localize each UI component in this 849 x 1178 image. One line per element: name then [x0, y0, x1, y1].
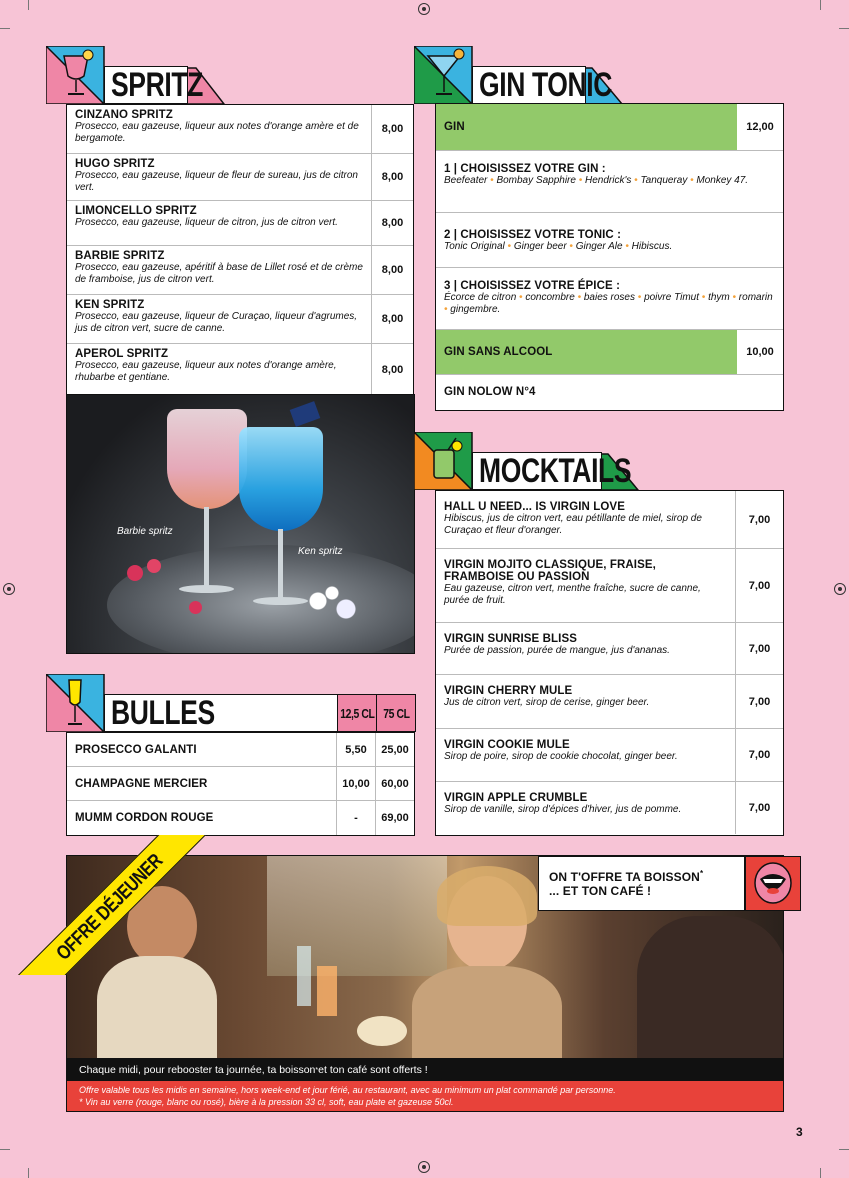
option: Ginger beer: [513, 241, 567, 252]
registration-mark-icon: [834, 583, 846, 595]
gin-header: [414, 46, 624, 104]
registration-mark-icon: [418, 3, 430, 15]
separator-dot-icon: •: [574, 292, 584, 303]
friend-person: [637, 916, 784, 1059]
item-price: 8,00: [381, 264, 404, 276]
step3-title: 3 | CHOISISSEZ VOTRE ÉPICE :: [444, 280, 620, 292]
item-desc: Prosecco, eau gazeuse, liqueur aux notes d'orange amère et de bergamote.: [75, 121, 359, 144]
item-price: 7,00: [748, 579, 771, 592]
option: Ginger Ale: [575, 241, 623, 252]
separator-dot-icon: •: [729, 292, 739, 303]
spritz-item: [67, 295, 413, 344]
separator-dot-icon: •: [622, 241, 632, 252]
option: thym: [708, 292, 730, 303]
item-name: CINZANO SPRITZ: [75, 109, 173, 121]
mouth-icon: [745, 856, 801, 911]
item-name: VIRGIN APPLE CRUMBLE: [444, 792, 588, 804]
mocktail-item: [436, 729, 783, 782]
item-price-large: 25,00: [381, 743, 409, 756]
barbie-spritz-label: Barbie spritz: [117, 526, 173, 537]
step1-options: [444, 175, 775, 187]
option: baies roses: [583, 292, 635, 303]
item-price-small: 5,50: [345, 743, 367, 756]
cocktail-glass-icon: [56, 48, 96, 98]
item-name: VIRGIN SUNRISE BLISS: [444, 633, 577, 645]
option: Hendrick's: [585, 175, 632, 186]
mocktail-item: [436, 549, 783, 623]
separator-dot-icon: •: [631, 175, 641, 186]
gin-title: GIN TONIC: [479, 65, 613, 104]
option: gingembre.: [450, 304, 501, 315]
champagne-flute-icon: [56, 676, 96, 730]
ice-cubes: [297, 585, 367, 625]
separator-dot-icon: •: [504, 241, 514, 252]
item-desc: Prosecco, eau gazeuse, liqueur de Curaçao, liqueur d'agrumes, jus de citron vert, sucre de canne.: [75, 311, 358, 334]
item-desc: Purée de passion, purée de mangue, jus d'ananas.: [444, 645, 670, 656]
offre-headline-1: ON T'OFFRE TA BOISSON: [549, 870, 700, 884]
bulles-list: [66, 732, 415, 836]
item-price-small: -: [354, 812, 358, 824]
item-price-large: 60,00: [381, 777, 409, 790]
spritz-item: [67, 344, 413, 395]
crop-mark: [0, 1149, 10, 1150]
flag-pick: [290, 401, 321, 427]
bulles-item: [67, 801, 414, 835]
item-price: 8,00: [381, 363, 404, 376]
option: Écorce de citron: [444, 292, 517, 303]
gin-list: [435, 103, 784, 411]
spritz-photo: [66, 394, 415, 654]
offre-headline-2: ... ET TON CAFÉ !: [549, 884, 652, 898]
step3-options: [444, 292, 775, 316]
mocktail-item: [436, 675, 783, 729]
gin-sans-alcool-row: [436, 330, 783, 375]
separator-dot-icon: •: [487, 175, 497, 186]
bulles-col2-header: 75 CL: [376, 695, 415, 731]
item-name: KEN SPRITZ: [75, 299, 145, 311]
barbie-spritz-glass: [167, 409, 247, 509]
item-desc: Prosecco, eau gazeuse, liqueur de citron, jus de citron vert.: [75, 217, 338, 228]
item-price: 7,00: [748, 642, 771, 655]
item-price-small: 10,00: [342, 777, 370, 790]
offre-legal: [66, 1081, 784, 1112]
mocktail-item: [436, 623, 783, 675]
mocktail-item: [436, 782, 783, 834]
raspberries: [127, 565, 143, 581]
registration-mark-icon: [418, 1161, 430, 1173]
option: Bombay Sapphire: [496, 175, 576, 186]
separator-dot-icon: •: [575, 175, 585, 186]
item-name: HALL U NEED... IS VIRGIN LOVE: [444, 501, 625, 513]
registration-mark-icon: [3, 583, 15, 595]
mocktails-header: [414, 432, 640, 490]
item-desc: Jus de citron vert, sirop de cerise, ginger beer.: [444, 697, 650, 708]
spritz-title: SPRITZ: [111, 65, 203, 104]
item-price: 8,00: [381, 217, 404, 229]
mocktails-list: [435, 490, 784, 836]
bulles-col1-header: 12,5 CL: [337, 695, 376, 731]
option: Hibiscus.: [631, 241, 673, 252]
step1-title: 1 | CHOISISSEZ VOTRE GIN :: [444, 163, 606, 175]
offre-ribbon-text: OFFRE DÉJEUNER: [52, 849, 167, 964]
crop-mark: [820, 0, 821, 10]
step2-title: 2 | CHOISISSEZ VOTRE TONIC :: [444, 229, 622, 241]
item-desc: Prosecco, eau gazeuse, liqueur aux notes d'orange amère, rhubarbe et gentiane.: [75, 360, 337, 383]
offre-legal-1: Offre valable tous les midis en semaine, hors week-end et jour férié, au restaurant, avec au minimum un plat commandé par personne.: [79, 1085, 616, 1095]
item-name: BARBIE SPRITZ: [75, 250, 165, 262]
item-price: 7,00: [748, 802, 771, 814]
spritz-list: [66, 104, 414, 394]
martini-glass-icon: [422, 48, 468, 98]
separator-dot-icon: •: [444, 304, 451, 315]
ken-spritz-label: Ken spritz: [298, 546, 343, 557]
gin-nolow-row: [436, 375, 783, 409]
mocktail-item: [436, 491, 783, 549]
option: poivre Timut: [644, 292, 699, 303]
offre-legal-2: * Vin au verre (rouge, blanc ou rosé), bière à la pression 33 cl, soft, eau plate et gazeuse 50cl.: [79, 1097, 454, 1107]
item-name: APEROL SPRITZ: [75, 348, 169, 360]
separator-dot-icon: •: [699, 292, 709, 303]
crop-mark: [0, 28, 10, 29]
crop-mark: [28, 0, 29, 10]
option: Tonic Original: [444, 241, 505, 252]
option: Monkey 47.: [696, 175, 749, 186]
bulles-title: BULLES: [111, 693, 215, 732]
gin-step-1: [436, 151, 783, 213]
item-price: 8,00: [381, 313, 404, 325]
offre-ribbon: [0, 835, 210, 975]
window-light: [267, 856, 447, 976]
gin-step-2: [436, 213, 783, 268]
bulles-item: [67, 733, 414, 767]
ken-spritz-glass: [239, 427, 323, 531]
spritz-item: [67, 154, 413, 201]
gin-step-3: [436, 268, 783, 330]
gin-row: [436, 104, 783, 151]
page-number: 3: [796, 1125, 803, 1139]
offre-caption: Chaque midi, pour rebooster ta journée, ta boisson * et ton café sont offerts !: [66, 1059, 784, 1081]
item-name: CHAMPAGNE MERCIER: [75, 777, 208, 790]
spritz-header: [46, 46, 226, 104]
drink-glasses: [297, 946, 311, 1006]
item-name: VIRGIN COOKIE MULE: [444, 739, 570, 751]
item-price: 7,00: [748, 749, 771, 761]
option: concombre: [525, 292, 575, 303]
item-name: VIRGIN CHERRY MULE: [444, 685, 573, 697]
separator-dot-icon: •: [566, 241, 576, 252]
item-desc: Sirop de poire, sirop de cookie chocolat, ginger beer.: [444, 751, 678, 762]
item-name: PROSECCO GALANTI: [75, 743, 197, 756]
item-desc: Prosecco, eau gazeuse, apéritif à base de Lillet rosé et de crème de framboise, jus de citron vert.: [75, 262, 363, 285]
gin-label: GIN: [444, 121, 465, 133]
crop-mark: [839, 28, 849, 29]
item-desc: Prosecco, eau gazeuse, liqueur de fleur de sureau, jus de citron vert.: [75, 170, 358, 193]
offre-headline-box: ON T'OFFRE TA BOISSON* ... ET TON CAFÉ !: [538, 856, 745, 911]
item-desc: Eau gazeuse, citron vert, menthe fraîche, sucre de canne, purée de fruit.: [444, 583, 701, 606]
bulles-header: [46, 674, 416, 732]
gin-price: 12,00: [746, 121, 774, 133]
separator-dot-icon: •: [635, 292, 645, 303]
mocktails-title: MOCKTAILS: [479, 451, 632, 490]
separator-dot-icon: •: [516, 292, 526, 303]
item-desc: Hibiscus, jus de citron vert, eau pétillante de miel, sirop de Curaçao et fleur d'oranger.: [444, 513, 702, 536]
option: Beefeater: [444, 175, 488, 186]
item-price: 8,00: [381, 123, 404, 135]
crop-mark: [839, 1149, 849, 1150]
spritz-item: [67, 246, 413, 295]
bulles-item: [67, 767, 414, 801]
item-name: HUGO SPRITZ: [75, 158, 155, 170]
item-name: LIMONCELLO SPRITZ: [75, 205, 197, 217]
mocktail-glass-icon: [422, 436, 468, 486]
step2-options: [444, 241, 775, 253]
separator-dot-icon: •: [687, 175, 697, 186]
spritz-item: [67, 105, 413, 154]
item-price-large: 69,00: [381, 812, 409, 824]
item-price: 8,00: [381, 171, 404, 183]
item-price: 7,00: [748, 513, 771, 526]
item-desc: Sirop de vanille, sirop d'épices d'hiver, jus de pomme.: [444, 804, 682, 815]
option: Tanqueray: [640, 175, 688, 186]
option: romarin: [738, 292, 773, 303]
spritz-item: [67, 201, 413, 246]
item-name: VIRGIN MOJITO CLASSIQUE, FRAISE, FRAMBOISE OU PASSION: [444, 559, 656, 583]
gin-sans-alcool-label: GIN SANS ALCOOL: [444, 346, 553, 358]
gin-nolow-label: GIN NOLOW N°4: [444, 386, 536, 398]
crop-mark: [820, 1168, 821, 1178]
item-price: 7,00: [748, 695, 771, 708]
crop-mark: [28, 1168, 29, 1178]
item-name: MUMM CORDON ROUGE: [75, 812, 214, 824]
gin-sans-alcool-price: 10,00: [746, 346, 774, 358]
